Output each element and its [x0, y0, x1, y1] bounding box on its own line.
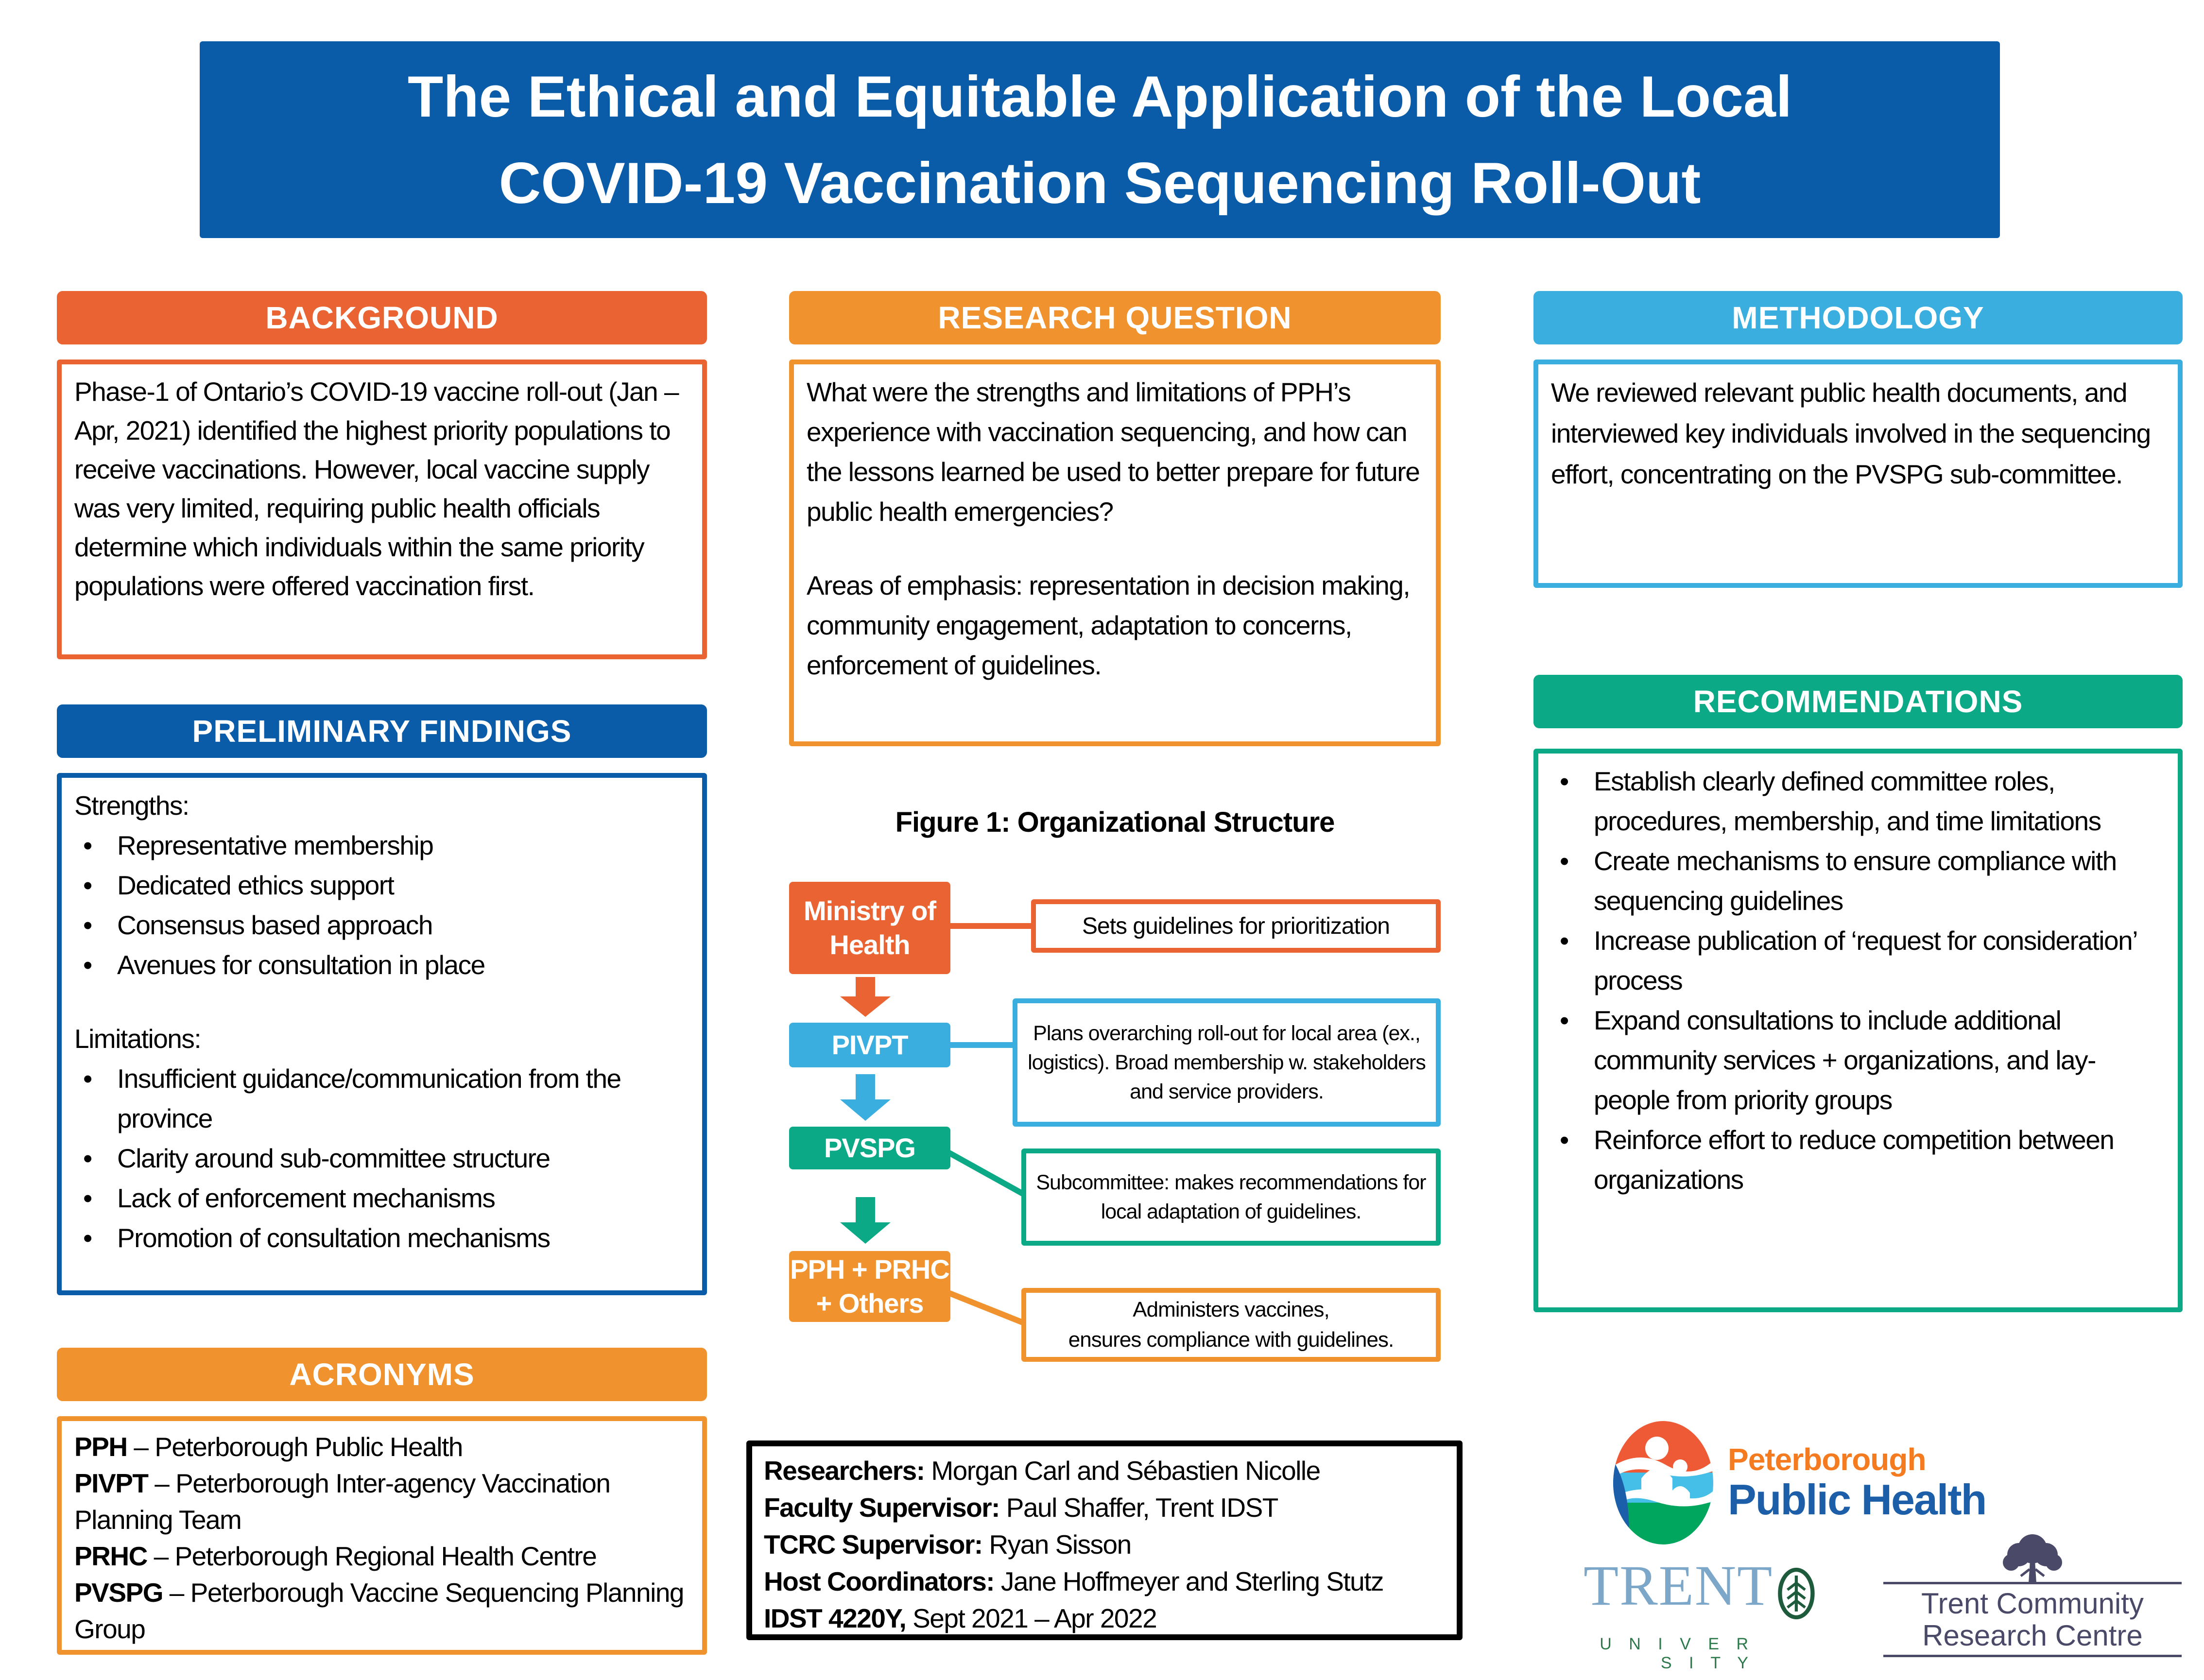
trent-logo-wordmark: TRENT: [1584, 1554, 1774, 1617]
figure-callout-pivpt: [1013, 998, 1441, 1127]
credit-label: Host Coordinators:: [764, 1566, 995, 1596]
recommendations-box: [1533, 749, 2183, 1312]
callout-text: ensures compliance with guidelines.: [1068, 1328, 1394, 1352]
tcrc-divider-bottom: [1883, 1655, 2182, 1657]
credit-label: Faculty Supervisor:: [764, 1492, 999, 1523]
figure-title: Figure 1: Organizational Structure: [895, 806, 1335, 838]
list-item: • Insufficient guidance/communication from the province: [74, 1059, 689, 1138]
credit-line: [764, 1452, 1445, 1489]
credit-line: [764, 1526, 1445, 1563]
list-item: • Clarity around sub-committee structure: [74, 1138, 689, 1178]
acronyms-section-header: ACRONYMS: [57, 1348, 707, 1401]
callout-text: Plans overarching roll-out for local area (ex., logistics). Broad membership w. stakeholders and service providers.: [1028, 1022, 1426, 1103]
limitations-list: [74, 1059, 689, 1258]
tcrc-logo-line2: Research Centre: [1922, 1619, 2143, 1652]
preliminary-findings-box: [57, 773, 707, 1295]
poster-title-line2: COVID-19 Vaccination Sequencing Roll-Out: [499, 150, 1701, 216]
trent-emblem-icon: [1776, 1557, 1817, 1630]
recommendations-list: [1551, 761, 2165, 1200]
acronym-abbr: PRHC: [74, 1541, 147, 1571]
list-item: • Representative membership: [74, 825, 689, 865]
list-item: • Dedicated ethics support: [74, 865, 689, 905]
poster-title-line1: The Ethical and Equitable Application of the Local: [407, 64, 1792, 129]
node-label: Ministry of: [803, 895, 936, 926]
background-text-box: [57, 360, 707, 659]
callout-text: Sets guidelines for prioritization: [1082, 913, 1390, 939]
callout-text: Subcommittee: makes recommendations for local adaptation of guidelines.: [1036, 1171, 1426, 1223]
node-label: + Others: [816, 1288, 924, 1319]
credit-value: Jane Hoffmeyer and Sterling Stutz: [994, 1566, 1384, 1596]
background-section-header: BACKGROUND: [57, 291, 707, 344]
acronym-abbr: PPH: [74, 1432, 127, 1462]
peterborough-public-health-logo: [1612, 1419, 2015, 1546]
methodology-text: We reviewed relevant public health documents, and interviewed key individuals involved in the sequencing effort, concentrating on the PVSPG sub-committee.: [1551, 377, 2151, 489]
credit-label: IDST 4220Y,: [764, 1603, 906, 1633]
research-question-paragraph: Areas of emphasis: representation in decision making, community engagement, adaptation to concerns, enforcement of guidelines.: [807, 570, 1410, 680]
list-item: • Lack of enforcement mechanisms: [74, 1178, 689, 1218]
list-item: • Create mechanisms to ensure compliance with sequencing guidelines: [1551, 841, 2165, 921]
methodology-box: [1533, 360, 2183, 588]
credit-value: Sept 2021 – Apr 2022: [906, 1603, 1157, 1633]
list-item: • Promotion of consultation mechanisms: [74, 1218, 689, 1258]
credit-value: Ryan Sisson: [982, 1529, 1131, 1560]
tcrc-divider-top: [1883, 1582, 2182, 1584]
figure-callout-ministry: [1031, 899, 1441, 953]
list-item: • Establish clearly defined committee roles, procedures, membership, and time limitations: [1551, 761, 2165, 841]
acronym-definition: – Peterborough Public Health: [127, 1432, 463, 1462]
pph-logo-line1: Peterborough: [1728, 1442, 1926, 1477]
tcrc-tree-icon: [1994, 1530, 2071, 1585]
research-question-section-header: RESEARCH QUESTION: [789, 291, 1441, 344]
figure-node-pvspg: [789, 1127, 950, 1169]
list-item: • Reinforce effort to reduce competition between organizations: [1551, 1120, 2165, 1200]
trent-community-research-centre-logo: [1883, 1530, 2182, 1655]
node-label: PVSPG: [824, 1132, 915, 1163]
list-item: • Consensus based approach: [74, 905, 689, 945]
preliminary-findings-section-header: PRELIMINARY FINDINGS: [57, 704, 707, 758]
research-question-paragraph: What were the strengths and limitations of PPH’s experience with vaccination sequencing, and how can the lessons learned be used to better prepare for future public health emergencies?: [807, 377, 1420, 527]
acronym-entry: [74, 1538, 689, 1575]
background-text: Phase-1 of Ontario’s COVID-19 vaccine roll-out (Jan – Apr, 2021) identified the highest priority populations to receive vaccinations. However, local vaccine supply was very limited, requiring public health officials determine which individuals within the same priority populations were offered vaccination first.: [74, 377, 679, 601]
trent-logo-row: [1584, 1554, 1817, 1630]
poster-title-banner: [200, 41, 2000, 238]
credits-box: [746, 1440, 1463, 1640]
tcrc-logo-text: [1883, 1588, 2182, 1652]
acronym-entry: [74, 1465, 689, 1538]
down-arrow-icon: [840, 1074, 891, 1121]
callout-text: Administers vaccines,: [1133, 1298, 1329, 1321]
figure-node-ministry-of-health: [789, 882, 950, 974]
strengths-list: [74, 825, 689, 985]
acronym-abbr: PVSPG: [74, 1577, 163, 1608]
credit-line: [764, 1489, 1445, 1526]
down-arrow-icon: [840, 1197, 891, 1244]
spacer: [74, 985, 689, 1019]
strengths-label: Strengths:: [74, 790, 189, 821]
acronym-entry: [74, 1429, 689, 1465]
node-label: Health: [829, 929, 910, 960]
credit-value: Paul Shaffer, Trent IDST: [999, 1492, 1278, 1523]
acronym-abbr: PIVPT: [74, 1468, 148, 1498]
figure-callout-pvspg: [1021, 1149, 1441, 1246]
credit-value: Morgan Carl and Sébastien Nicolle: [924, 1456, 1320, 1486]
credit-line: [764, 1563, 1445, 1600]
research-question-box: [789, 360, 1441, 746]
limitations-label: Limitations:: [74, 1024, 201, 1054]
acronym-definition: – Peterborough Inter-agency Vaccination Planning Team: [74, 1468, 610, 1535]
acronym-entry: [74, 1575, 689, 1647]
acronym-definition: – Peterborough Vaccine Sequencing Planning Group: [74, 1577, 684, 1644]
acronyms-box: [57, 1416, 707, 1655]
node-label: PPH + PRHC: [790, 1254, 949, 1285]
recommendations-section-header: RECOMMENDATIONS: [1533, 675, 2183, 728]
pph-emblem-icon: [1612, 1420, 1714, 1545]
figure-node-pivpt: [789, 1023, 950, 1067]
list-item: • Increase publication of ‘request for consideration’ process: [1551, 921, 2165, 1000]
credit-label: TCRC Supervisor:: [764, 1529, 982, 1560]
tcrc-logo-line1: Trent Community: [1921, 1587, 2144, 1620]
down-arrow-icon: [840, 977, 891, 1017]
org-structure-figure: [789, 806, 1441, 1372]
credit-label: Researchers:: [764, 1456, 925, 1486]
credit-line: [764, 1600, 1445, 1637]
node-label: PIVPT: [831, 1029, 908, 1060]
figure-callout-pph: [1021, 1288, 1441, 1362]
pph-logo-text: [1728, 1442, 1986, 1523]
trent-university-logo: [1584, 1554, 1817, 1672]
figure-node-pph-prhc-others: [789, 1251, 950, 1322]
list-item: • Avenues for consultation in place: [74, 945, 689, 985]
acronym-definition: – Peterborough Regional Health Centre: [147, 1541, 597, 1571]
methodology-section-header: METHODOLOGY: [1533, 291, 2183, 344]
list-item: • Expand consultations to include additional community services + organizations, and lay-people from priority groups: [1551, 1000, 2165, 1120]
pph-logo-line2: Public Health: [1728, 1475, 1986, 1524]
trent-logo-university-label: U N I V E R S I T Y: [1600, 1635, 1755, 1672]
